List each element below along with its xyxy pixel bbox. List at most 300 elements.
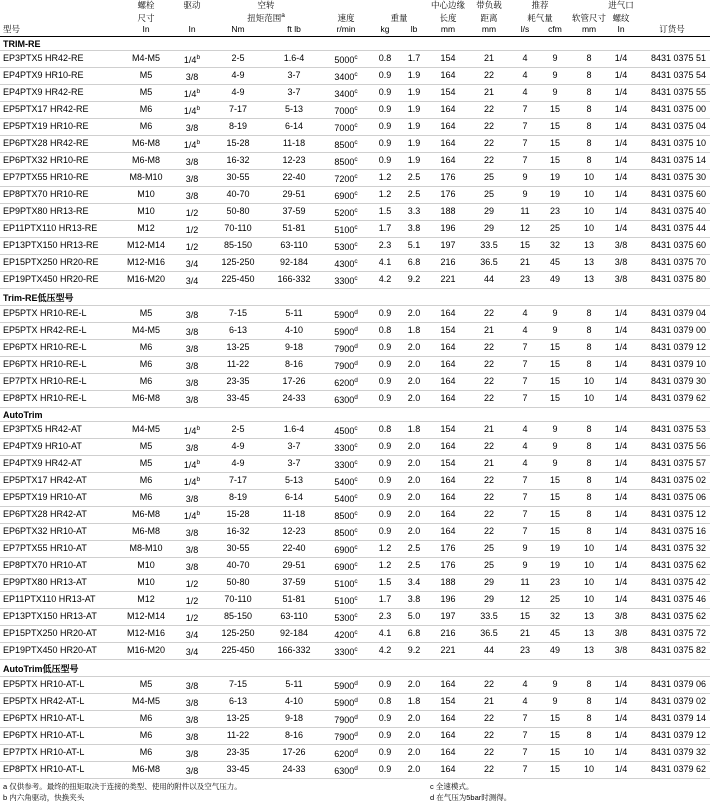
cell-weight-kg: 1.7 — [370, 220, 400, 237]
cell-order-number: 8431 0375 60 — [634, 237, 710, 254]
cell-air-ls: 7 — [510, 727, 540, 744]
cell-square-drive — [174, 625, 210, 642]
cell-speed-footnote: d — [354, 747, 358, 755]
cell-bolt-size: M16-M20 — [118, 271, 174, 288]
cell-weight-lb: 1.9 — [400, 118, 428, 135]
cell-weight-kg: 0.9 — [370, 727, 400, 744]
cell-square-drive-value: 1/2 — [185, 612, 199, 623]
cell-bolt-size: M6 — [118, 373, 174, 390]
table-row — [0, 50, 710, 67]
cell-hose-mm: 10 — [570, 220, 608, 237]
cell-air-ls: 4 — [510, 693, 540, 710]
cell-square-drive-value: 3/4 — [185, 629, 199, 640]
cell-speed — [322, 676, 370, 693]
cell-speed-footnote: d — [354, 342, 358, 350]
footnote-c: c 全速模式。 — [430, 781, 474, 791]
cell-model: EP11PTX110 HR13-AT — [0, 591, 118, 608]
cell-speed — [322, 540, 370, 557]
cell-model: EP8PTX HR10-RE-L — [0, 390, 118, 407]
cell-speed-value: 7900 — [334, 714, 355, 725]
cell-center-edge-mm: 164 — [428, 523, 468, 540]
cell-load-distance-mm: 22 — [468, 356, 510, 373]
header-speed: 速度 — [337, 12, 355, 23]
cell-speed — [322, 523, 370, 540]
header-inlet-line1: 进气口 — [608, 0, 634, 10]
cell-model: EP5PTX17 HR42-RE — [0, 101, 118, 118]
cell-square-drive — [174, 271, 210, 288]
cell-load-distance-mm: 29 — [468, 220, 510, 237]
cell-speed-value: 4500 — [334, 425, 355, 436]
cell-square-drive-value: 3/8 — [185, 544, 199, 555]
cell-load-distance-mm: 33.5 — [468, 237, 510, 254]
cell-torque-nm: 7-15 — [210, 305, 266, 322]
cell-speed-footnote: d — [354, 393, 358, 401]
cell-speed-footnote: c — [354, 526, 358, 534]
cell-hose-mm: 13 — [570, 237, 608, 254]
cell-speed-value: 5100 — [334, 578, 355, 589]
cell-square-drive-footnote: b — [196, 458, 201, 466]
table-row — [0, 727, 710, 744]
cell-square-drive — [174, 421, 210, 438]
cell-load-distance-mm: 29 — [468, 591, 510, 608]
cell-bolt-size: M6 — [118, 356, 174, 373]
cell-bolt-size: M12 — [118, 220, 174, 237]
cell-load-distance-mm: 22 — [468, 761, 510, 778]
header-blank-7 — [634, 11, 710, 24]
cell-center-edge-mm: 154 — [428, 693, 468, 710]
cell-weight-kg: 2.3 — [370, 237, 400, 254]
cell-hose-mm: 8 — [570, 67, 608, 84]
cell-square-drive-value: 3/8 — [185, 697, 199, 708]
cell-speed — [322, 455, 370, 472]
cell-inlet-thread: 1/4 — [608, 84, 634, 101]
header-rmin: r/min — [322, 24, 370, 37]
table-row — [0, 693, 710, 710]
cell-torque-nm: 40-70 — [210, 557, 266, 574]
cell-center-edge-mm: 176 — [428, 557, 468, 574]
cell-torque-ftlb: 92-184 — [266, 254, 322, 271]
cell-speed-footnote: d — [354, 308, 358, 316]
cell-order-number: 8431 0375 02 — [634, 472, 710, 489]
cell-torque-nm: 4-9 — [210, 67, 266, 84]
cell-hose-mm: 10 — [570, 540, 608, 557]
cell-air-ls: 4 — [510, 455, 540, 472]
cell-square-drive-value: 3/8 — [185, 71, 199, 82]
cell-load-distance-mm: 22 — [468, 135, 510, 152]
cell-hose-mm: 8 — [570, 506, 608, 523]
table-row — [0, 390, 710, 407]
cell-air-ls: 12 — [510, 220, 540, 237]
cell-speed — [322, 727, 370, 744]
cell-speed-value: 5300 — [334, 241, 355, 252]
cell-weight-kg: 0.9 — [370, 506, 400, 523]
cell-hose-mm: 8 — [570, 322, 608, 339]
cell-weight-lb: 2.0 — [400, 305, 428, 322]
cell-speed — [322, 84, 370, 101]
cell-inlet-thread: 1/4 — [608, 761, 634, 778]
cell-torque-ftlb: 6-14 — [266, 118, 322, 135]
cell-weight-lb: 2.0 — [400, 339, 428, 356]
cell-center-edge-mm: 164 — [428, 506, 468, 523]
cell-square-drive-value: 3/8 — [185, 680, 199, 691]
cell-square-drive-value: 3/8 — [185, 377, 199, 388]
cell-bolt-size: M12-M14 — [118, 608, 174, 625]
cell-speed-value: 8500 — [334, 139, 355, 150]
cell-speed-value: 5100 — [334, 595, 355, 606]
cell-air-ls: 9 — [510, 186, 540, 203]
cell-air-ls: 7 — [510, 101, 540, 118]
cell-square-drive — [174, 489, 210, 506]
table-row — [0, 152, 710, 169]
cell-weight-lb: 2.5 — [400, 169, 428, 186]
cell-hose-mm: 8 — [570, 118, 608, 135]
table-row — [0, 220, 710, 237]
cell-bolt-size: M10 — [118, 186, 174, 203]
cell-torque-ftlb: 5-13 — [266, 472, 322, 489]
cell-speed-footnote: c — [354, 424, 358, 432]
cell-bolt-size: M16-M20 — [118, 642, 174, 659]
cell-inlet-thread: 1/4 — [608, 557, 634, 574]
cell-order-number: 8431 0379 00 — [634, 322, 710, 339]
table-row — [0, 744, 710, 761]
cell-center-edge-mm: 176 — [428, 540, 468, 557]
cell-square-drive — [174, 727, 210, 744]
cell-load-distance-mm: 22 — [468, 152, 510, 169]
cell-square-drive-value: 3/8 — [185, 493, 199, 504]
cell-model: EP7PTX HR10-AT-L — [0, 744, 118, 761]
cell-square-drive — [174, 254, 210, 271]
cell-speed-footnote: c — [354, 628, 358, 636]
cell-load-distance-mm: 22 — [468, 676, 510, 693]
table-row — [0, 271, 710, 288]
cell-speed-footnote: c — [354, 87, 358, 95]
cell-torque-nm: 13-25 — [210, 339, 266, 356]
cell-square-drive — [174, 322, 210, 339]
cell-center-edge-mm: 197 — [428, 608, 468, 625]
cell-speed-footnote: c — [354, 274, 358, 282]
cell-speed — [322, 50, 370, 67]
cell-square-drive — [174, 339, 210, 356]
table-row — [0, 540, 710, 557]
cell-speed-footnote: c — [354, 577, 358, 585]
cell-square-drive-value: 3/4 — [185, 258, 199, 269]
cell-hose-mm: 8 — [570, 84, 608, 101]
cell-load-distance-mm: 22 — [468, 727, 510, 744]
cell-square-drive-footnote: b — [196, 424, 201, 432]
cell-weight-kg: 0.9 — [370, 135, 400, 152]
cell-weight-kg: 4.1 — [370, 625, 400, 642]
cell-torque-nm: 225-450 — [210, 271, 266, 288]
cell-order-number: 8431 0379 62 — [634, 761, 710, 778]
cell-speed-value: 8500 — [334, 527, 355, 538]
cell-speed-footnote: c — [354, 121, 358, 129]
cell-center-edge-mm: 221 — [428, 271, 468, 288]
cell-air-cfm: 9 — [540, 67, 570, 84]
cell-order-number: 8431 0375 40 — [634, 203, 710, 220]
cell-torque-nm: 16-32 — [210, 152, 266, 169]
cell-center-edge-mm: 154 — [428, 421, 468, 438]
cell-inlet-thread: 1/4 — [608, 186, 634, 203]
cell-speed-value: 6900 — [334, 544, 355, 555]
cell-air-cfm: 9 — [540, 421, 570, 438]
cell-speed — [322, 305, 370, 322]
cell-air-cfm: 9 — [540, 455, 570, 472]
cell-square-drive — [174, 693, 210, 710]
table-row — [0, 373, 710, 390]
cell-air-ls: 7 — [510, 152, 540, 169]
cell-air-cfm: 9 — [540, 676, 570, 693]
cell-bolt-size: M5 — [118, 455, 174, 472]
cell-hose-mm: 8 — [570, 489, 608, 506]
cell-order-number: 8431 0375 53 — [634, 421, 710, 438]
cell-model: EP15PTX250 HR20-AT — [0, 625, 118, 642]
cell-square-drive — [174, 574, 210, 591]
cell-inlet-thread: 1/4 — [608, 50, 634, 67]
header-ftlb: ft lb — [266, 24, 322, 37]
cell-center-edge-mm: 221 — [428, 642, 468, 659]
cell-load-distance-mm: 21 — [468, 322, 510, 339]
footnote-a: a 仅供参考。最终的扭矩取决于连接的类型、使用的附件以及空气压力。 — [3, 781, 242, 791]
cell-weight-kg: 0.9 — [370, 152, 400, 169]
cell-speed-footnote: c — [354, 594, 358, 602]
cell-inlet-thread: 1/4 — [608, 152, 634, 169]
table-row — [0, 169, 710, 186]
cell-speed-footnote: c — [354, 172, 358, 180]
cell-order-number: 8431 0375 70 — [634, 254, 710, 271]
cell-order-number: 8431 0375 30 — [634, 169, 710, 186]
cell-bolt-size: M6 — [118, 489, 174, 506]
cell-bolt-size: M12-M16 — [118, 254, 174, 271]
cell-torque-ftlb: 5-13 — [266, 101, 322, 118]
table-header — [0, 0, 710, 36]
cell-square-drive-footnote: b — [196, 138, 201, 146]
cell-torque-nm: 23-35 — [210, 373, 266, 390]
cell-torque-ftlb: 17-26 — [266, 373, 322, 390]
header-air-cons-line2: 耗气量 — [527, 12, 553, 23]
cell-square-drive — [174, 591, 210, 608]
cell-center-edge-mm: 154 — [428, 84, 468, 101]
header-blank-3 — [370, 0, 428, 11]
cell-square-drive — [174, 523, 210, 540]
cell-load-distance-mm: 29 — [468, 203, 510, 220]
cell-load-distance-mm: 21 — [468, 50, 510, 67]
cell-inlet-thread: 1/4 — [608, 339, 634, 356]
cell-speed-value: 6300 — [334, 765, 355, 776]
cell-torque-nm: 50-80 — [210, 574, 266, 591]
cell-inlet-thread: 1/4 — [608, 67, 634, 84]
cell-order-number: 8431 0375 56 — [634, 438, 710, 455]
cell-speed-footnote: c — [354, 611, 358, 619]
cell-torque-nm: 15-28 — [210, 135, 266, 152]
cell-bolt-size: M6-M8 — [118, 523, 174, 540]
header-dist-mm: mm — [468, 24, 510, 37]
cell-inlet-thread: 1/4 — [608, 101, 634, 118]
cell-hose-mm: 8 — [570, 727, 608, 744]
header-free-torque-line2: 扭矩范围$^a$ — [247, 12, 285, 23]
cell-air-cfm: 15 — [540, 761, 570, 778]
cell-square-drive-value: 3/4 — [185, 275, 199, 286]
cell-weight-lb: 3.3 — [400, 203, 428, 220]
cell-order-number: 8431 0375 10 — [634, 135, 710, 152]
table-row — [0, 67, 710, 84]
cell-bolt-size: M10 — [118, 557, 174, 574]
cell-model: EP5PTX17 HR42-AT — [0, 472, 118, 489]
cell-model: EP5PTX19 HR10-AT — [0, 489, 118, 506]
cell-speed-footnote: c — [354, 240, 358, 248]
cell-weight-lb: 3.4 — [400, 574, 428, 591]
cell-weight-kg: 0.9 — [370, 101, 400, 118]
cell-torque-ftlb: 1.6-4 — [266, 50, 322, 67]
table-row — [0, 761, 710, 778]
cell-hose-mm: 8 — [570, 339, 608, 356]
cell-square-drive — [174, 305, 210, 322]
cell-model: EP19PTX450 HR20-RE — [0, 271, 118, 288]
cell-order-number: 8431 0375 14 — [634, 152, 710, 169]
cell-speed-footnote: d — [354, 325, 358, 333]
header-blank-2 — [322, 0, 370, 11]
cell-square-drive-value: 3/8 — [185, 527, 199, 538]
cell-square-drive-footnote: b — [196, 509, 201, 517]
cell-order-number: 8431 0375 57 — [634, 455, 710, 472]
cell-hose-mm: 8 — [570, 305, 608, 322]
cell-torque-nm: 33-45 — [210, 761, 266, 778]
cell-hose-mm: 10 — [570, 574, 608, 591]
cell-speed-footnote: d — [354, 376, 358, 384]
cell-speed — [322, 472, 370, 489]
cell-speed-value: 5000 — [334, 54, 355, 65]
cell-speed-value: 6900 — [334, 561, 355, 572]
cell-model: EP13PTX150 HR13-RE — [0, 237, 118, 254]
table-row — [0, 557, 710, 574]
cell-bolt-size: M6 — [118, 727, 174, 744]
cell-load-distance-mm: 22 — [468, 438, 510, 455]
cell-weight-kg: 0.9 — [370, 676, 400, 693]
cell-speed-value: 8500 — [334, 156, 355, 167]
cell-order-number: 8431 0375 04 — [634, 118, 710, 135]
cell-weight-lb: 1.8 — [400, 693, 428, 710]
table-row — [0, 489, 710, 506]
header-inlet-line2: 螺纹 — [612, 12, 630, 23]
header-row-2 — [0, 11, 710, 24]
cell-torque-nm: 7-17 — [210, 472, 266, 489]
cell-model: EP9PTX80 HR13-AT — [0, 574, 118, 591]
cell-order-number: 8431 0375 62 — [634, 557, 710, 574]
cell-speed — [322, 339, 370, 356]
cell-torque-ftlb: 37-59 — [266, 574, 322, 591]
cell-hose-mm: 13 — [570, 608, 608, 625]
cell-bolt-size: M6-M8 — [118, 152, 174, 169]
cell-air-cfm: 15 — [540, 727, 570, 744]
cell-weight-kg: 1.2 — [370, 186, 400, 203]
cell-square-drive-value: 1/2 — [185, 595, 199, 606]
cell-speed-footnote: c — [354, 223, 358, 231]
cell-square-drive-value: 1/4 — [183, 54, 197, 65]
cell-order-number: 8431 0379 04 — [634, 305, 710, 322]
cell-weight-kg: 4.2 — [370, 642, 400, 659]
cell-center-edge-mm: 164 — [428, 356, 468, 373]
cell-load-distance-mm: 22 — [468, 506, 510, 523]
footnote-col-1 — [3, 781, 333, 803]
cell-weight-lb: 2.0 — [400, 710, 428, 727]
cell-air-cfm: 45 — [540, 254, 570, 271]
cell-torque-nm: 125-250 — [210, 254, 266, 271]
header-drive-line2 — [174, 11, 210, 24]
cell-bolt-size: M6 — [118, 710, 174, 727]
cell-torque-nm: 7-17 — [210, 101, 266, 118]
cell-inlet-thread: 1/4 — [608, 438, 634, 455]
cell-air-cfm: 15 — [540, 506, 570, 523]
cell-bolt-size: M5 — [118, 676, 174, 693]
cell-bolt-size: M6-M8 — [118, 135, 174, 152]
header-blank-6 — [0, 11, 118, 24]
cell-speed-value: 6200 — [334, 748, 355, 759]
cell-weight-kg: 0.9 — [370, 356, 400, 373]
header-center-edge-line2: 长度 — [439, 12, 457, 23]
cell-speed-value: 7000 — [334, 105, 355, 116]
cell-square-drive-footnote: b — [196, 104, 201, 112]
cell-torque-ftlb: 9-18 — [266, 339, 322, 356]
cell-load-distance-mm: 22 — [468, 339, 510, 356]
cell-air-ls: 9 — [510, 169, 540, 186]
header-ls: l/s — [510, 24, 540, 37]
cell-speed — [322, 438, 370, 455]
cell-speed-value: 5900 — [334, 309, 355, 320]
cell-inlet-thread: 1/4 — [608, 727, 634, 744]
cell-torque-ftlb: 24-33 — [266, 761, 322, 778]
cell-model: EP8PTX HR10-AT-L — [0, 761, 118, 778]
cell-speed-value: 5200 — [334, 207, 355, 218]
cell-inlet-thread: 1/4 — [608, 305, 634, 322]
header-air-cons-line1: 推荐 — [531, 0, 549, 10]
cell-order-number: 8431 0375 60 — [634, 186, 710, 203]
cell-square-drive — [174, 390, 210, 407]
cell-weight-lb: 2.0 — [400, 761, 428, 778]
cell-square-drive-value: 1/4 — [183, 139, 197, 150]
cell-inlet-thread: 1/4 — [608, 203, 634, 220]
cell-speed — [322, 557, 370, 574]
cell-weight-kg: 1.2 — [370, 169, 400, 186]
cell-order-number: 8431 0375 80 — [634, 271, 710, 288]
cell-hose-mm: 10 — [570, 390, 608, 407]
cell-inlet-thread: 1/4 — [608, 169, 634, 186]
cell-air-ls: 7 — [510, 356, 540, 373]
cell-weight-kg: 1.5 — [370, 574, 400, 591]
cell-model: EP6PTX28 HR42-RE — [0, 135, 118, 152]
cell-air-cfm: 15 — [540, 152, 570, 169]
header-load-dist-line2: 距离 — [480, 12, 498, 23]
cell-air-ls: 9 — [510, 557, 540, 574]
cell-hose-mm: 8 — [570, 421, 608, 438]
cell-air-ls: 11 — [510, 574, 540, 591]
cell-center-edge-mm: 196 — [428, 220, 468, 237]
header-drive-line1: 驱动 — [183, 0, 201, 10]
cell-inlet-thread: 1/4 — [608, 472, 634, 489]
cell-air-ls: 7 — [510, 710, 540, 727]
cell-square-drive — [174, 710, 210, 727]
cell-speed-value: 3400 — [334, 71, 355, 82]
cell-bolt-size: M6 — [118, 101, 174, 118]
cell-torque-nm: 30-55 — [210, 169, 266, 186]
table-row — [0, 101, 710, 118]
cell-inlet-thread: 1/4 — [608, 455, 634, 472]
cell-square-drive — [174, 186, 210, 203]
cell-torque-nm: 11-22 — [210, 356, 266, 373]
cell-torque-ftlb: 5-11 — [266, 305, 322, 322]
cell-inlet-thread: 3/8 — [608, 254, 634, 271]
cell-bolt-size: M6-M8 — [118, 390, 174, 407]
cell-square-drive-value: 3/8 — [185, 122, 199, 133]
cell-weight-kg: 0.8 — [370, 322, 400, 339]
